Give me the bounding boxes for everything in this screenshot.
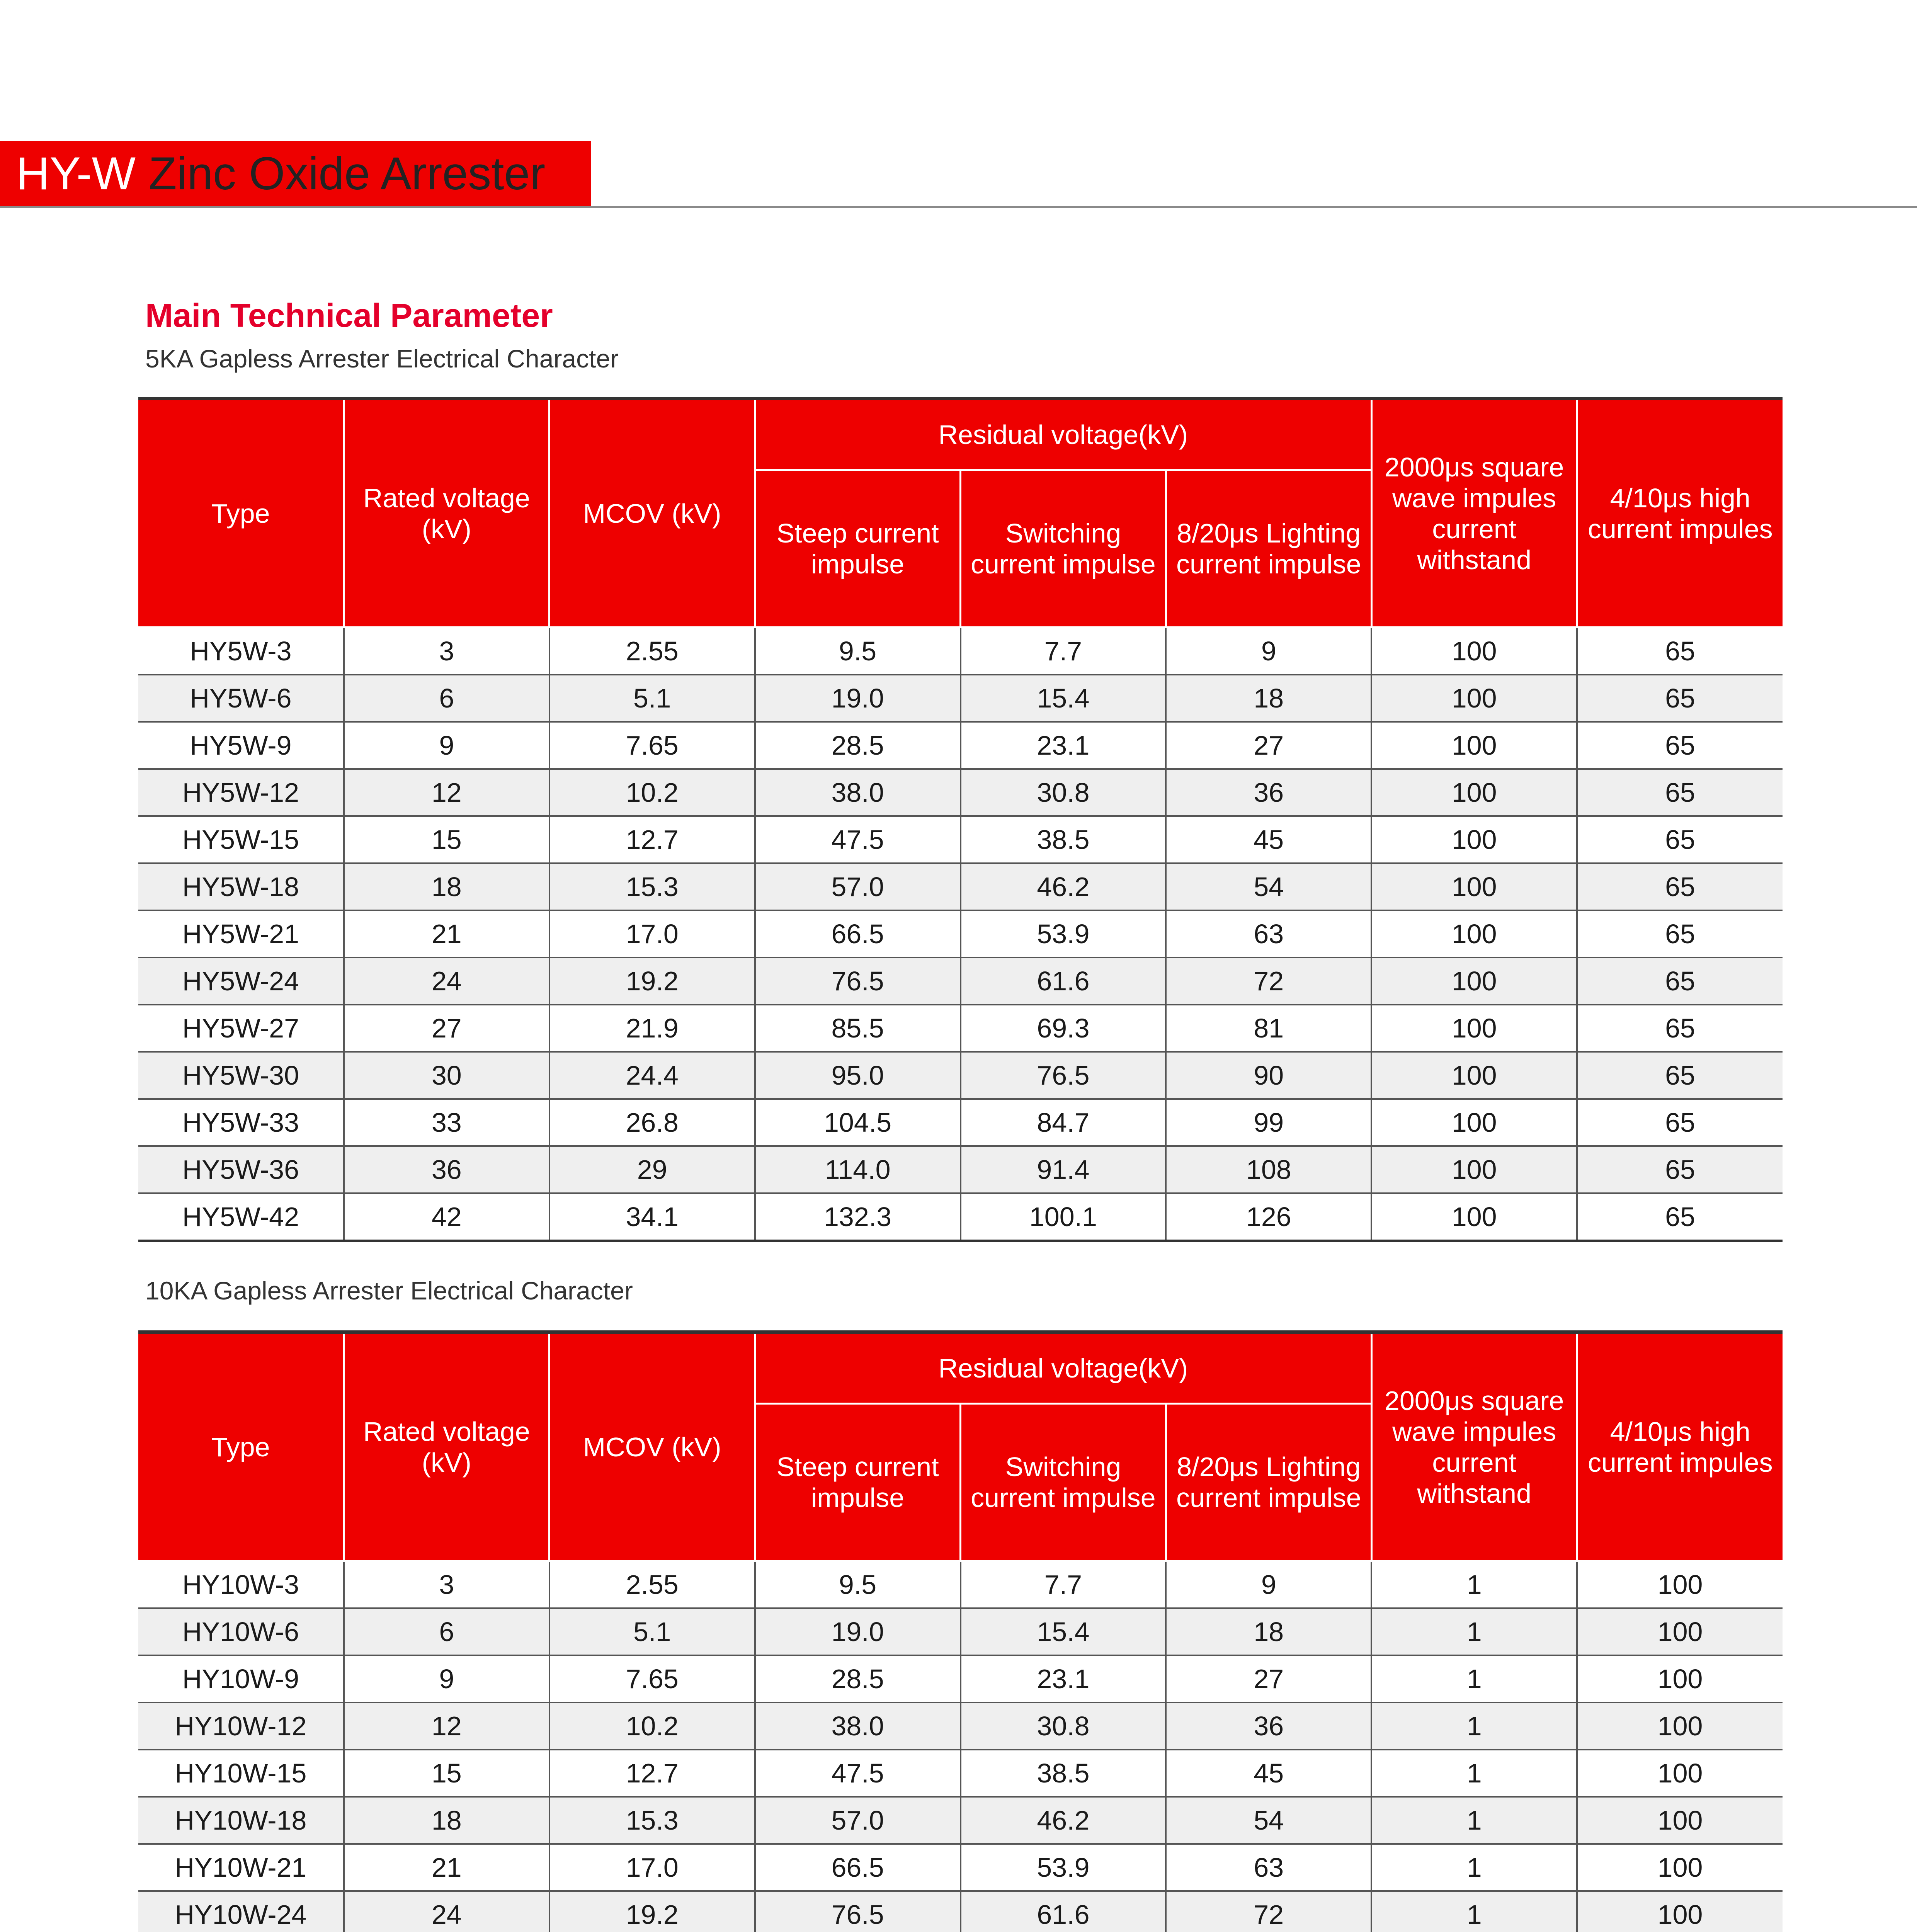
cell-high-current: 100 [1577, 1844, 1783, 1891]
cell-square-wave: 100 [1371, 1193, 1577, 1241]
table-row [138, 628, 1783, 675]
cell-type: HY5W-6 [138, 675, 344, 722]
cell-switching: 53.9 [961, 910, 1166, 957]
cell-steep: 19.0 [755, 675, 961, 722]
cell-lighting: 54 [1166, 1797, 1371, 1844]
cell-rated-voltage: 3 [344, 1561, 549, 1609]
table-row [138, 1052, 1783, 1099]
cell-square-wave: 100 [1371, 816, 1577, 863]
cell-high-current: 65 [1577, 1052, 1783, 1099]
cell-mcov: 19.2 [549, 957, 755, 1005]
cell-lighting: 9 [1166, 628, 1371, 675]
cell-mcov: 19.2 [549, 1891, 755, 1932]
cell-type: HY10W-6 [138, 1608, 344, 1655]
table-row [138, 1750, 1783, 1797]
cell-steep: 28.5 [755, 1655, 961, 1702]
header-steep-current: Steep current impulse [755, 470, 961, 628]
cell-lighting: 54 [1166, 863, 1371, 910]
cell-high-current: 65 [1577, 910, 1783, 957]
cell-type: HY5W-18 [138, 863, 344, 910]
cell-high-current: 65 [1577, 628, 1783, 675]
table-row [138, 1005, 1783, 1052]
cell-rated-voltage: 12 [344, 1702, 549, 1750]
cell-switching: 23.1 [961, 1655, 1166, 1702]
cell-square-wave: 1 [1371, 1750, 1577, 1797]
cell-square-wave: 100 [1371, 769, 1577, 816]
cell-lighting: 72 [1166, 957, 1371, 1005]
cell-lighting: 63 [1166, 910, 1371, 957]
cell-steep: 57.0 [755, 1797, 961, 1844]
table-row [138, 1193, 1783, 1241]
table-5ka-subtitle: 5KA Gapless Arrester Electrical Character [145, 344, 619, 373]
cell-steep: 38.0 [755, 769, 961, 816]
table-5ka [138, 397, 1783, 1242]
header-rated-voltage: Rated voltage (kV) [344, 399, 549, 628]
cell-high-current: 100 [1577, 1702, 1783, 1750]
header-type: Type [138, 399, 344, 628]
cell-high-current: 100 [1577, 1561, 1783, 1609]
header-switching-current: Switching current impulse [961, 1404, 1166, 1561]
table-header [138, 399, 1783, 628]
cell-square-wave: 100 [1371, 910, 1577, 957]
table-row [138, 957, 1783, 1005]
cell-high-current: 65 [1577, 863, 1783, 910]
cell-mcov: 21.9 [549, 1005, 755, 1052]
table-row [138, 769, 1783, 816]
cell-switching: 38.5 [961, 816, 1166, 863]
cell-type: HY5W-30 [138, 1052, 344, 1099]
cell-switching: 46.2 [961, 1797, 1166, 1844]
header-rated-voltage: Rated voltage (kV) [344, 1332, 549, 1561]
cell-lighting: 36 [1166, 769, 1371, 816]
cell-high-current: 100 [1577, 1750, 1783, 1797]
header-type: Type [138, 1332, 344, 1561]
cell-steep: 38.0 [755, 1702, 961, 1750]
cell-type: HY10W-24 [138, 1891, 344, 1932]
cell-type: HY5W-33 [138, 1099, 344, 1146]
cell-switching: 61.6 [961, 1891, 1166, 1932]
table-row [138, 1608, 1783, 1655]
cell-steep: 9.5 [755, 628, 961, 675]
cell-type: HY5W-15 [138, 816, 344, 863]
cell-rated-voltage: 15 [344, 816, 549, 863]
cell-rated-voltage: 18 [344, 1797, 549, 1844]
cell-switching: 61.6 [961, 957, 1166, 1005]
cell-mcov: 5.1 [549, 1608, 755, 1655]
cell-square-wave: 100 [1371, 675, 1577, 722]
cell-square-wave: 1 [1371, 1797, 1577, 1844]
section-title: Main Technical Parameter [145, 297, 553, 334]
table-body [138, 1561, 1783, 1932]
cell-mcov: 24.4 [549, 1052, 755, 1099]
table-row [138, 722, 1783, 769]
cell-rated-voltage: 3 [344, 628, 549, 675]
table-header [138, 1332, 1783, 1561]
cell-rated-voltage: 24 [344, 1891, 549, 1932]
cell-switching: 91.4 [961, 1146, 1166, 1193]
cell-steep: 85.5 [755, 1005, 961, 1052]
cell-mcov: 5.1 [549, 675, 755, 722]
cell-steep: 76.5 [755, 1891, 961, 1932]
cell-mcov: 7.65 [549, 1655, 755, 1702]
cell-high-current: 100 [1577, 1655, 1783, 1702]
table-row [138, 1655, 1783, 1702]
cell-mcov: 2.55 [549, 628, 755, 675]
cell-steep: 66.5 [755, 1844, 961, 1891]
cell-rated-voltage: 33 [344, 1099, 549, 1146]
cell-square-wave: 1 [1371, 1702, 1577, 1750]
cell-rated-voltage: 42 [344, 1193, 549, 1241]
cell-switching: 15.4 [961, 675, 1166, 722]
cell-square-wave: 1 [1371, 1561, 1577, 1609]
cell-switching: 53.9 [961, 1844, 1166, 1891]
cell-lighting: 27 [1166, 722, 1371, 769]
cell-type: HY5W-36 [138, 1146, 344, 1193]
cell-lighting: 90 [1166, 1052, 1371, 1099]
cell-lighting: 99 [1166, 1099, 1371, 1146]
cell-mcov: 29 [549, 1146, 755, 1193]
header-square-wave: 2000μs square wave impules current withstand [1371, 399, 1577, 628]
cell-rated-voltage: 21 [344, 1844, 549, 1891]
table-row [138, 1561, 1783, 1609]
header-high-current: 4/10μs high current impules [1577, 1332, 1783, 1561]
cell-switching: 30.8 [961, 1702, 1166, 1750]
cell-steep: 57.0 [755, 863, 961, 910]
cell-lighting: 9 [1166, 1561, 1371, 1609]
cell-lighting: 36 [1166, 1702, 1371, 1750]
table-row [138, 910, 1783, 957]
cell-mcov: 12.7 [549, 1750, 755, 1797]
cell-switching: 69.3 [961, 1005, 1166, 1052]
cell-type: HY5W-3 [138, 628, 344, 675]
cell-type: HY10W-3 [138, 1561, 344, 1609]
cell-steep: 114.0 [755, 1146, 961, 1193]
cell-switching: 38.5 [961, 1750, 1166, 1797]
table-10ka-subtitle: 10KA Gapless Arrester Electrical Character [145, 1276, 633, 1305]
cell-high-current: 65 [1577, 675, 1783, 722]
table-row [138, 1797, 1783, 1844]
header-steep-current: Steep current impulse [755, 1404, 961, 1561]
cell-mcov: 34.1 [549, 1193, 755, 1241]
cell-rated-voltage: 18 [344, 863, 549, 910]
cell-lighting: 18 [1166, 675, 1371, 722]
table-row [138, 1702, 1783, 1750]
cell-high-current: 100 [1577, 1797, 1783, 1844]
cell-rated-voltage: 6 [344, 675, 549, 722]
title-suffix: Zinc Oxide Arrester [148, 148, 546, 199]
cell-lighting: 72 [1166, 1891, 1371, 1932]
cell-lighting: 126 [1166, 1193, 1371, 1241]
cell-type: HY10W-15 [138, 1750, 344, 1797]
cell-steep: 95.0 [755, 1052, 961, 1099]
cell-mcov: 7.65 [549, 722, 755, 769]
cell-mcov: 26.8 [549, 1099, 755, 1146]
cell-steep: 76.5 [755, 957, 961, 1005]
cell-rated-voltage: 12 [344, 769, 549, 816]
table-row [138, 1891, 1783, 1932]
cell-mcov: 12.7 [549, 816, 755, 863]
cell-switching: 23.1 [961, 722, 1166, 769]
cell-type: HY10W-18 [138, 1797, 344, 1844]
cell-mcov: 17.0 [549, 1844, 755, 1891]
cell-square-wave: 1 [1371, 1891, 1577, 1932]
cell-mcov: 15.3 [549, 1797, 755, 1844]
header-residual-voltage: Residual voltage(kV) [755, 399, 1372, 470]
header-divider [0, 206, 1917, 208]
cell-switching: 76.5 [961, 1052, 1166, 1099]
title-prefix: HY-W [16, 148, 136, 199]
cell-steep: 47.5 [755, 1750, 961, 1797]
cell-switching: 7.7 [961, 1561, 1166, 1609]
cell-square-wave: 100 [1371, 722, 1577, 769]
cell-type: HY10W-12 [138, 1702, 344, 1750]
cell-high-current: 100 [1577, 1891, 1783, 1932]
cell-high-current: 65 [1577, 957, 1783, 1005]
cell-lighting: 18 [1166, 1608, 1371, 1655]
table-body [138, 628, 1783, 1241]
cell-rated-voltage: 36 [344, 1146, 549, 1193]
cell-type: HY5W-21 [138, 910, 344, 957]
cell-high-current: 100 [1577, 1608, 1783, 1655]
cell-high-current: 65 [1577, 1146, 1783, 1193]
cell-lighting: 63 [1166, 1844, 1371, 1891]
cell-lighting: 81 [1166, 1005, 1371, 1052]
header-high-current: 4/10μs high current impules [1577, 399, 1783, 628]
table-row [138, 1146, 1783, 1193]
cell-switching: 7.7 [961, 628, 1166, 675]
cell-switching: 46.2 [961, 863, 1166, 910]
cell-lighting: 45 [1166, 1750, 1371, 1797]
cell-square-wave: 100 [1371, 1052, 1577, 1099]
cell-type: HY10W-21 [138, 1844, 344, 1891]
table-row [138, 1844, 1783, 1891]
cell-rated-voltage: 24 [344, 957, 549, 1005]
cell-type: HY5W-27 [138, 1005, 344, 1052]
title-banner [0, 141, 591, 206]
cell-type: HY5W-12 [138, 769, 344, 816]
cell-high-current: 65 [1577, 1099, 1783, 1146]
header-square-wave: 2000μs square wave impules current withstand [1371, 1332, 1577, 1561]
cell-lighting: 108 [1166, 1146, 1371, 1193]
cell-rated-voltage: 15 [344, 1750, 549, 1797]
cell-mcov: 10.2 [549, 1702, 755, 1750]
cell-steep: 104.5 [755, 1099, 961, 1146]
cell-type: HY5W-42 [138, 1193, 344, 1241]
cell-mcov: 2.55 [549, 1561, 755, 1609]
table-row [138, 816, 1783, 863]
cell-rated-voltage: 27 [344, 1005, 549, 1052]
table-row [138, 863, 1783, 910]
cell-type: HY5W-9 [138, 722, 344, 769]
cell-steep: 9.5 [755, 1561, 961, 1609]
cell-rated-voltage: 21 [344, 910, 549, 957]
cell-high-current: 65 [1577, 769, 1783, 816]
cell-mcov: 15.3 [549, 863, 755, 910]
document-title [16, 150, 545, 197]
cell-square-wave: 100 [1371, 628, 1577, 675]
cell-high-current: 65 [1577, 722, 1783, 769]
cell-type: HY5W-24 [138, 957, 344, 1005]
cell-square-wave: 1 [1371, 1655, 1577, 1702]
header-lighting-current: 8/20μs Lighting current impulse [1166, 470, 1371, 628]
cell-steep: 66.5 [755, 910, 961, 957]
header-lighting-current: 8/20μs Lighting current impulse [1166, 1404, 1371, 1561]
cell-mcov: 10.2 [549, 769, 755, 816]
cell-steep: 132.3 [755, 1193, 961, 1241]
cell-steep: 28.5 [755, 722, 961, 769]
cell-rated-voltage: 6 [344, 1608, 549, 1655]
cell-high-current: 65 [1577, 1005, 1783, 1052]
cell-lighting: 27 [1166, 1655, 1371, 1702]
cell-type: HY10W-9 [138, 1655, 344, 1702]
cell-switching: 15.4 [961, 1608, 1166, 1655]
cell-steep: 19.0 [755, 1608, 961, 1655]
cell-square-wave: 100 [1371, 863, 1577, 910]
table-row [138, 675, 1783, 722]
cell-square-wave: 100 [1371, 1146, 1577, 1193]
cell-switching: 84.7 [961, 1099, 1166, 1146]
cell-switching: 30.8 [961, 769, 1166, 816]
cell-steep: 47.5 [755, 816, 961, 863]
cell-square-wave: 100 [1371, 957, 1577, 1005]
header-mcov: MCOV (kV) [549, 399, 755, 628]
cell-high-current: 65 [1577, 1193, 1783, 1241]
cell-mcov: 17.0 [549, 910, 755, 957]
cell-square-wave: 1 [1371, 1844, 1577, 1891]
cell-rated-voltage: 30 [344, 1052, 549, 1099]
cell-lighting: 45 [1166, 816, 1371, 863]
cell-square-wave: 1 [1371, 1608, 1577, 1655]
cell-square-wave: 100 [1371, 1005, 1577, 1052]
table-10ka [138, 1330, 1783, 1932]
cell-switching: 100.1 [961, 1193, 1166, 1241]
header-switching-current: Switching current impulse [961, 470, 1166, 628]
cell-rated-voltage: 9 [344, 1655, 549, 1702]
header-mcov: MCOV (kV) [549, 1332, 755, 1561]
cell-square-wave: 100 [1371, 1099, 1577, 1146]
cell-high-current: 65 [1577, 816, 1783, 863]
cell-rated-voltage: 9 [344, 722, 549, 769]
header-residual-voltage: Residual voltage(kV) [755, 1332, 1372, 1404]
table-row [138, 1099, 1783, 1146]
